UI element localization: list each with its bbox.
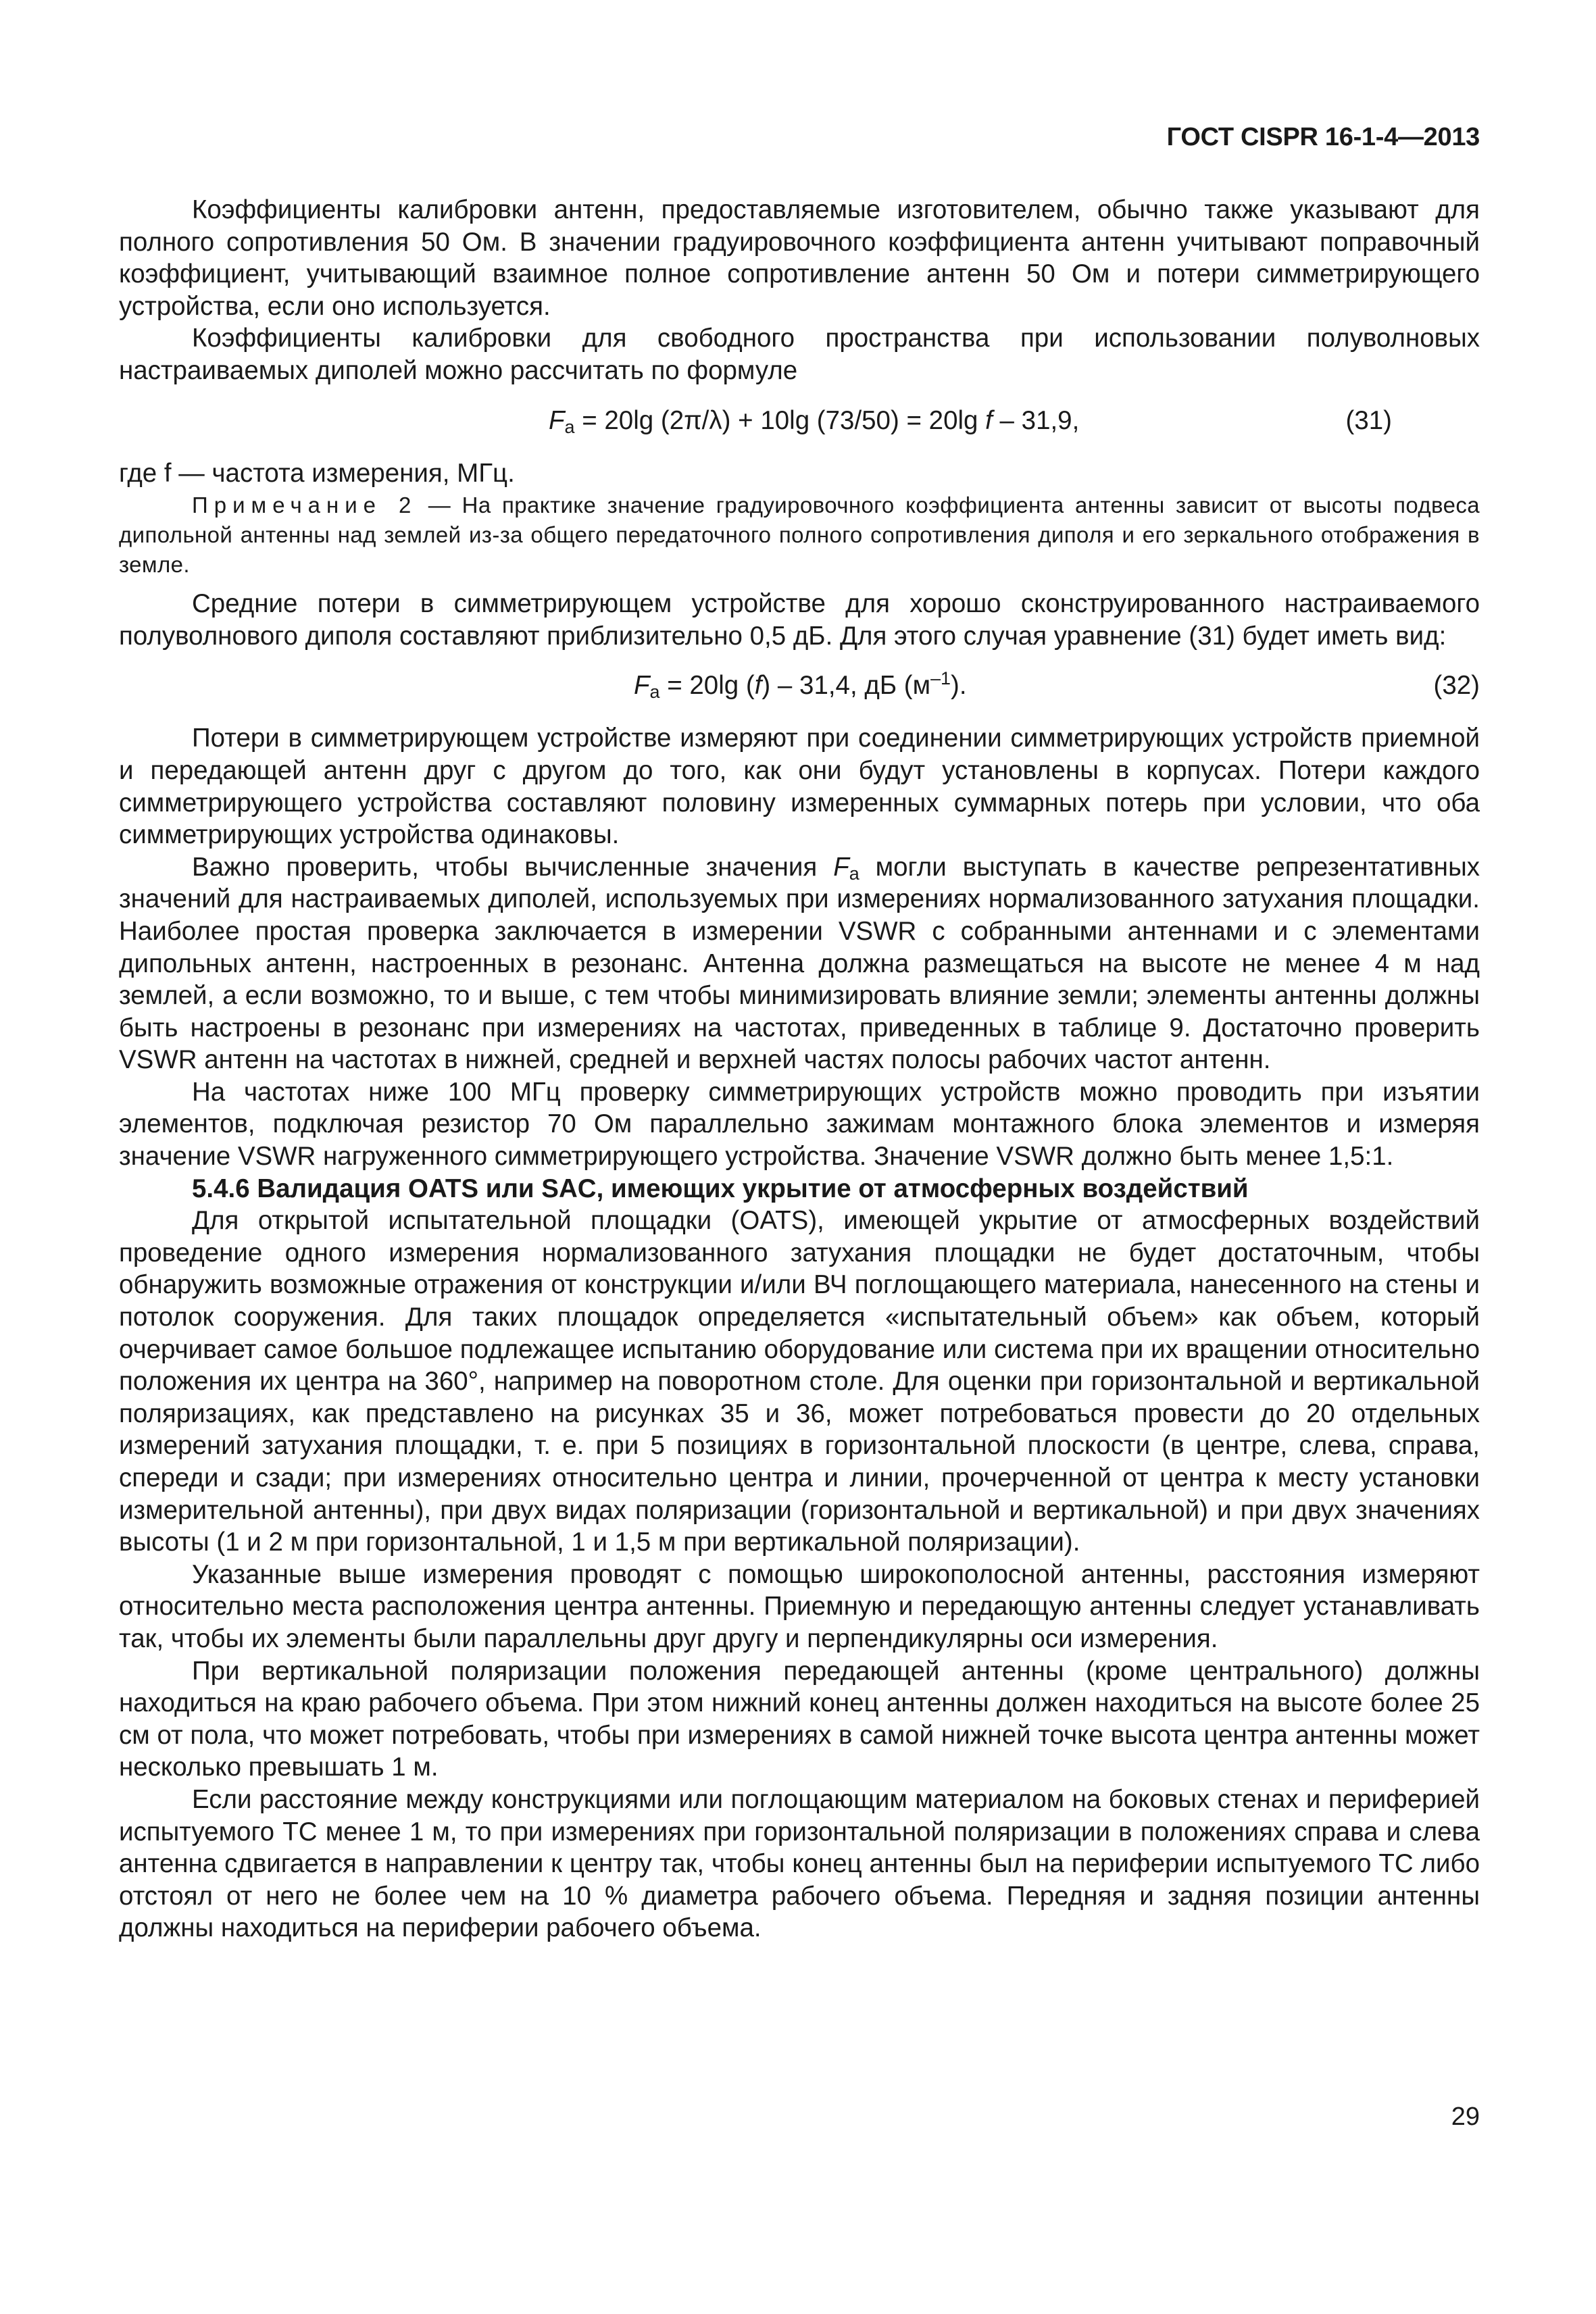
paragraph: При вертикальной поляризации положения передающей антенны (кроме центрального) должны находиться на краю рабочего объема. При этом нижний конец антенны должен находиться на высоте более 25 см от пола, что может потребовать, чтобы при измерениях в самой нижней точке высота центра антенны может несколько превышать 1 м.	[119, 1656, 1480, 1782]
paragraph: На частотах ниже 100 МГц проверку симметрирующих устройств можно проводить при изъятии элементов, подключая резистор 70 Ом параллельно зажимам монтажного блока элементов и измеряя значение VSWR нагруженного симметрирующего устройства. Значение VSWR должно быть менее 1,5:1.	[119, 1077, 1480, 1172]
section-heading: 5.4.6 Валидация OATS или SAC, имеющих укрытие от атмосферных воздействий	[192, 1174, 1249, 1203]
formula-32	[119, 670, 1480, 707]
paragraph: Средние потери в симметрирующем устройстве для хорошо сконструированного настраиваемого полуволнового диполя составляют приблизительно 0,5 дБ. Для этого случая уравнение (31) будет иметь вид:	[119, 589, 1480, 651]
page-number: 29	[1451, 2103, 1480, 2131]
inline-symbol: F	[833, 852, 849, 882]
paragraph: Потери в симметрирующем устройстве измеряют при соединении симметрирующих устройств приемной и передающей антенн друг с другом до того, как они будут установлены в корпусах. Потери каждого симметрирующего устройства составляют половину измеренных суммарных потерь при условии, что оба симметрирующих устройства одинаковы.	[119, 724, 1480, 850]
paragraph: Указанные выше измерения проводят с помощью широкополосной антенны, расстояния измеряют относительно места расположения центра антенны. Приемную и передающую антенны следует устанавливать так, чтобы их элементы были параллельны друг другу и перпендикулярны оси измерения.	[119, 1559, 1480, 1653]
formula-expression: $F_a = 20\lg$ (2π/λ) + 10lg (73/50) = 20lg f – 31,9,	[549, 405, 1080, 437]
variable-definition: где f — частота измерения, МГц.	[119, 458, 515, 488]
note	[119, 491, 1480, 580]
formula-31	[119, 405, 1480, 443]
formula-number: (32)	[1433, 671, 1480, 701]
standard-header: ГОСТ CISPR 16-1-4—2013	[1166, 123, 1480, 151]
paragraph: Коэффициенты калибровки для свободного пространства при использовании полуволновых настраиваемых диполей можно рассчитать по формуле	[119, 324, 1480, 385]
body-text	[119, 194, 1480, 1944]
formula-number: (31)	[1345, 405, 1392, 435]
note-text: — На практике значение градуировочного коэффициента антенны зависит от высоты подвеса дипольной антенны над землей из-за общего передаточного полного сопротивления диполя и его зеркального отображения в земле.	[119, 493, 1480, 578]
paragraph: Для открытой испытательной площадки (OATS), имеющей укрытие от атмосферных воздействий проведение одного измерения нормализованного затухания площадки не будет достаточным, чтобы обнаружить возможные отражения от конструкции и/или ВЧ поглощающего материала, нанесенного на стены и потолок сооружения. Для таких площадок определяется «испытательный объем» как объем, который очерчивает самое большое подлежащее испытанию оборудование или система при их вращении относительно положения их центра на 360°, например на поворотном столе. Для оценки при горизонтальной и вертикальной поляризациях, как представлено на рисунках 35 и 36, может потребоваться провести до 20 отдельных измерений затухания площадки, т. е. при 5 позициях в горизонтальной плоскости (в центре, слева, справа, спереди и сзади; при измерениях относительно центра и линии, прочерченной от центра к месту установки измерительной антенны), при двух видах поляризации (горизонтальной и вертикальной) и при двух значениях высоты (1 и 2 м при горизонтальной, 1 и 1,5 м при вертикальной поляризации).	[119, 1206, 1480, 1557]
formula-expression: $F_a = 20\lg$ (f) – 31,4, дБ $(м^{-1})$.	[634, 668, 967, 703]
paragraph: Важно проверить, чтобы вычисленные значения $F_a$ могли выступать в качестве репрезентативных значений для настраиваемых диполей, используемых при измерениях нормализованного затухания площадки. Наиболее простая проверка заключается в измерении VSWR с собранными антеннами и с элементами дипольных антенн, настроенных в резонанс. Антенна должна размещаться на высоте не менее 4 м над землей, а если возможно, то и выше, с тем чтобы минимизировать влияние земли; элементы антенны должны быть настроены в резонанс при измерениях на частотах, приведенных в таблице 9. Достаточно проверить VSWR антенн на частотах в нижней, средней и верхней частях полосы рабочих частот антенн.	[119, 852, 1480, 1075]
paragraph: Если расстояние между конструкциями или поглощающим материалом на боковых стенах и периферией испытуемого ТС менее 1 м, то при измерениях при горизонтальной поляризации в положениях справа и слева антенна сдвигается в направлении к центру так, чтобы конец антенны был на периферии испытуемого ТС либо отстоял от него не более чем на 10 % диаметра рабочего объема. Передняя и задняя позиции антенны должны находиться на периферии рабочего объема.	[119, 1784, 1480, 1943]
paragraph: Коэффициенты калибровки антенн, предоставляемые изготовителем, обычно также указывают для полного сопротивления 50 Ом. В значении градуировочного коэффициента антенн учитывают поправочный коэффициент, учитывающий взаимное полное сопротивление антенн 50 Ом и потери симметрирующего устройства, если оно используется.	[119, 195, 1480, 321]
note-label: Примечание 2	[192, 493, 418, 518]
